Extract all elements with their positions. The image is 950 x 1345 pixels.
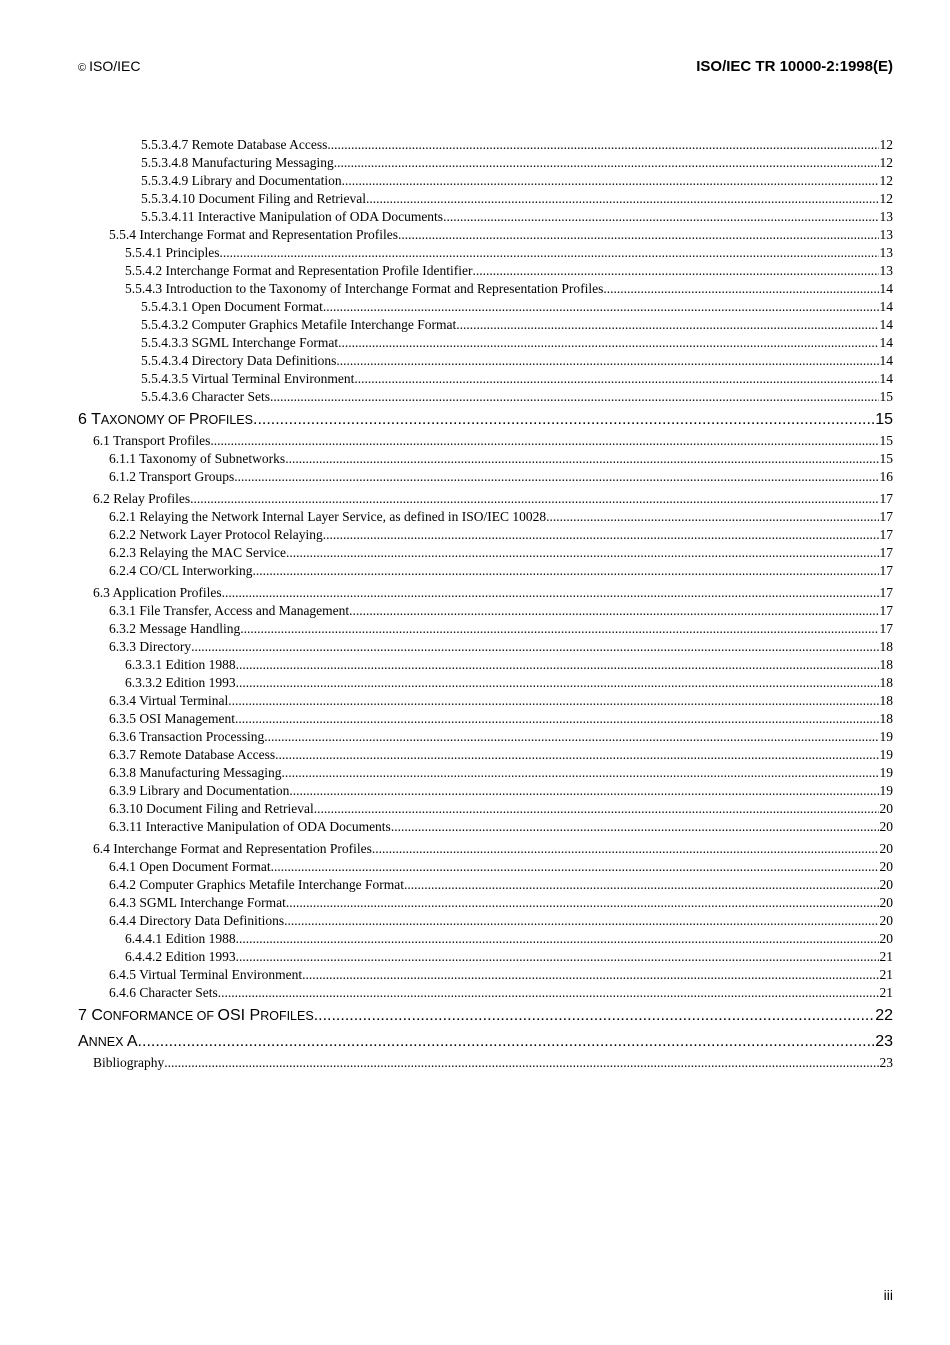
dot-leader bbox=[236, 674, 879, 692]
toc-page-number: 18 bbox=[879, 639, 893, 654]
toc-entry[interactable] bbox=[78, 858, 893, 876]
toc-entry[interactable] bbox=[78, 352, 893, 370]
toc-entry[interactable] bbox=[78, 262, 893, 280]
toc-entry[interactable] bbox=[78, 526, 893, 544]
toc-entry[interactable] bbox=[78, 818, 893, 836]
toc-entry-label: 6.3 Application Profiles bbox=[93, 585, 222, 600]
toc-entry[interactable] bbox=[78, 154, 893, 172]
toc-page-number: 20 bbox=[879, 801, 893, 816]
toc-entry-label: 6.3.5 OSI Management bbox=[109, 711, 235, 726]
dot-leader bbox=[164, 1054, 878, 1072]
toc-entry[interactable] bbox=[78, 602, 893, 620]
dot-leader bbox=[372, 840, 879, 858]
toc-page-number: 17 bbox=[879, 527, 893, 542]
toc-entry[interactable] bbox=[78, 728, 893, 746]
toc-entry-label: 6.2.2 Network Layer Protocol Relaying bbox=[109, 527, 323, 542]
chapter-number: 7 bbox=[78, 1007, 87, 1024]
dot-leader bbox=[286, 544, 879, 562]
chapter-title-smallcaps: ONFORMANCE OF bbox=[102, 1009, 218, 1023]
dot-leader bbox=[603, 280, 878, 298]
dot-leader bbox=[336, 352, 878, 370]
chapter-title-capital: T bbox=[91, 411, 101, 428]
toc-entry[interactable] bbox=[78, 388, 893, 406]
dot-leader bbox=[218, 984, 879, 1002]
dot-leader bbox=[210, 432, 878, 450]
toc-entry-label: 6.3.9 Library and Documentation bbox=[109, 783, 290, 798]
dot-leader bbox=[191, 638, 878, 656]
chapter-title-smallcaps: NNEX bbox=[88, 1035, 127, 1049]
toc-entry-label: 6.3.6 Transaction Processing bbox=[109, 729, 265, 744]
toc-entry[interactable] bbox=[78, 984, 893, 1002]
dot-leader bbox=[302, 966, 878, 984]
toc-entry[interactable] bbox=[78, 172, 893, 190]
toc-entry-label: 6.1 Transport Profiles bbox=[93, 433, 211, 448]
toc-entry-label: 6.4.4.2 Edition 1993 bbox=[125, 949, 236, 964]
toc-entry-label: 6.4.3 SGML Interchange Format bbox=[109, 895, 286, 910]
dot-leader bbox=[391, 818, 879, 836]
dot-leader bbox=[285, 450, 878, 468]
toc-entry[interactable] bbox=[78, 710, 893, 728]
toc-entry-label: 6.3.11 Interactive Manipulation of ODA Documents bbox=[109, 819, 391, 834]
copyright-symbol: © bbox=[78, 62, 87, 74]
toc-entry-label: 5.5.4.3 Introduction to the Taxonomy of Interchange Format and Representation Profiles bbox=[125, 281, 604, 296]
toc-page-number: 21 bbox=[879, 967, 893, 982]
toc-entry-label: 6.3.4 Virtual Terminal bbox=[109, 693, 229, 708]
toc-entry[interactable] bbox=[78, 280, 893, 298]
toc-entry[interactable] bbox=[78, 930, 893, 948]
toc-page-number: 22 bbox=[875, 1007, 893, 1024]
toc-entry[interactable] bbox=[78, 370, 893, 388]
toc-entry[interactable] bbox=[78, 562, 893, 580]
chapter-number: 6 bbox=[78, 411, 87, 428]
dot-leader bbox=[264, 728, 878, 746]
toc-entry-label: 6.4.6 Character Sets bbox=[109, 985, 218, 1000]
toc-page-number: 18 bbox=[879, 657, 893, 672]
dot-leader bbox=[366, 190, 879, 208]
toc-entry-label: 6.2.1 Relaying the Network Internal Layer Service, as defined in ISO/IEC 10028 bbox=[109, 509, 547, 524]
toc-page-number: 17 bbox=[879, 621, 893, 636]
toc-entry[interactable] bbox=[78, 692, 893, 710]
toc-entry-label: 6.3.3.2 Edition 1993 bbox=[125, 675, 236, 690]
toc-entry-label: 6.4.5 Virtual Terminal Environment bbox=[109, 967, 303, 982]
toc-entry-label: 5.5.3.4.11 Interactive Manipulation of ODA Documents bbox=[141, 209, 444, 224]
toc-page-number: 12 bbox=[879, 191, 893, 206]
toc-page-number: 19 bbox=[879, 747, 893, 762]
toc-entry-label: 6.2 Relay Profiles bbox=[93, 491, 191, 506]
toc-entry-label: 6.4 Interchange Format and Representation Profiles bbox=[93, 841, 372, 856]
toc-page-number: 14 bbox=[879, 371, 893, 386]
dot-leader bbox=[473, 262, 879, 280]
toc-page-number: 21 bbox=[879, 985, 893, 1000]
toc-page-number: 13 bbox=[879, 209, 893, 224]
toc-page-number: 17 bbox=[879, 585, 893, 600]
toc-page-number: 23 bbox=[875, 1033, 893, 1050]
toc-entry[interactable] bbox=[78, 1054, 893, 1072]
toc-entry-label bbox=[78, 1003, 314, 1028]
toc-page-number: 20 bbox=[879, 819, 893, 834]
toc-entry[interactable] bbox=[78, 136, 893, 154]
toc-entry-label: 5.5.4.3.6 Character Sets bbox=[141, 389, 270, 404]
toc-page-number: 17 bbox=[879, 563, 893, 578]
toc-page-number: 16 bbox=[879, 469, 893, 484]
toc-entry[interactable] bbox=[78, 544, 893, 562]
toc-page-number: 20 bbox=[879, 931, 893, 946]
toc-page-number: 21 bbox=[879, 949, 893, 964]
toc-entry-label: 5.5.4.3.4 Directory Data Definitions bbox=[141, 353, 337, 368]
toc-entry-label: 5.5.4.3.5 Virtual Terminal Environment bbox=[141, 371, 355, 386]
toc-page-number: 15 bbox=[879, 433, 893, 448]
toc-entry-label: 6.3.2 Message Handling bbox=[109, 621, 241, 636]
toc-entry[interactable] bbox=[78, 948, 893, 966]
toc-chapter-entry[interactable] bbox=[78, 407, 893, 432]
dot-leader bbox=[234, 468, 878, 486]
dot-leader bbox=[235, 710, 879, 728]
toc-entry-label: 6.4.1 Open Document Format bbox=[109, 859, 271, 874]
toc-entry-label: 6.3.10 Document Filing and Retrieval bbox=[109, 801, 314, 816]
dot-leader bbox=[404, 876, 878, 894]
table-of-contents bbox=[78, 136, 893, 1072]
toc-entry[interactable] bbox=[78, 638, 893, 656]
dot-leader bbox=[546, 508, 878, 526]
toc-page-number: 19 bbox=[879, 783, 893, 798]
toc-page-number: 20 bbox=[879, 859, 893, 874]
dot-leader bbox=[222, 584, 879, 602]
toc-page-number: 18 bbox=[879, 711, 893, 726]
toc-entry[interactable] bbox=[78, 764, 893, 782]
dot-leader bbox=[252, 562, 878, 580]
toc-entry-label: 5.5.4.2 Interchange Format and Representation Profile Identifier bbox=[125, 263, 473, 278]
toc-entry[interactable] bbox=[78, 584, 893, 602]
toc-entry-label: 6.1.2 Transport Groups bbox=[109, 469, 235, 484]
dot-leader bbox=[334, 154, 879, 172]
toc-page-number: 17 bbox=[879, 545, 893, 560]
toc-entry[interactable] bbox=[78, 226, 893, 244]
dot-leader bbox=[220, 244, 879, 262]
chapter-title-capital: A bbox=[78, 1033, 89, 1050]
dot-leader bbox=[281, 764, 878, 782]
toc-page-number: 19 bbox=[879, 729, 893, 744]
toc-entry-label: 5.5.4.3.1 Open Document Format bbox=[141, 299, 323, 314]
dot-leader bbox=[314, 800, 879, 818]
toc-page-number: 15 bbox=[879, 451, 893, 466]
toc-page-number: 12 bbox=[879, 137, 893, 152]
dot-leader bbox=[236, 948, 879, 966]
toc-entry-label: 5.5.3.4.7 Remote Database Access bbox=[141, 137, 328, 152]
toc-entry[interactable] bbox=[78, 894, 893, 912]
toc-entry-label: 6.3.7 Remote Database Access bbox=[109, 747, 276, 762]
chapter-title-capital: C bbox=[91, 1007, 103, 1024]
toc-page-number: 12 bbox=[879, 155, 893, 170]
toc-page-number: 13 bbox=[879, 263, 893, 278]
toc-entry[interactable] bbox=[78, 334, 893, 352]
toc-page-number: 20 bbox=[879, 877, 893, 892]
toc-page-number: 23 bbox=[879, 1055, 893, 1070]
dot-leader bbox=[289, 782, 878, 800]
toc-entry-label bbox=[78, 1029, 138, 1054]
dot-leader bbox=[240, 620, 878, 638]
toc-page-number: 20 bbox=[879, 841, 893, 856]
chapter-title-capital: OSI P bbox=[217, 1007, 261, 1024]
toc-entry-label: 6.3.1 File Transfer, Access and Management bbox=[109, 603, 350, 618]
dot-leader bbox=[270, 388, 879, 406]
toc-page-number: 13 bbox=[879, 245, 893, 260]
toc-entry[interactable] bbox=[78, 966, 893, 984]
toc-entry[interactable] bbox=[78, 840, 893, 858]
dot-leader bbox=[323, 298, 879, 316]
chapter-title-smallcaps: ROFILES bbox=[199, 413, 253, 427]
toc-page-number: 13 bbox=[879, 227, 893, 242]
dot-leader bbox=[284, 912, 878, 930]
toc-entry-label: 6.1.1 Taxonomy of Subnetworks bbox=[109, 451, 286, 466]
toc-entry-label: 5.5.4.3.2 Computer Graphics Metafile Interchange Format bbox=[141, 317, 457, 332]
toc-entry-label: 6.3.8 Manufacturing Messaging bbox=[109, 765, 282, 780]
dot-leader bbox=[456, 316, 878, 334]
toc-chapter-entry[interactable] bbox=[78, 1029, 893, 1054]
toc-page-number: 14 bbox=[879, 281, 893, 296]
dot-leader bbox=[327, 136, 878, 154]
dot-leader bbox=[253, 407, 874, 432]
dot-leader bbox=[271, 858, 879, 876]
page-number: iii bbox=[883, 1287, 893, 1303]
toc-page-number: 19 bbox=[879, 765, 893, 780]
dot-leader bbox=[314, 1003, 875, 1028]
toc-page-number: 20 bbox=[879, 895, 893, 910]
toc-entry-label: 6.4.4 Directory Data Definitions bbox=[109, 913, 285, 928]
chapter-title-capital: A bbox=[126, 1033, 138, 1050]
toc-page-number: 15 bbox=[875, 411, 893, 428]
toc-entry[interactable] bbox=[78, 746, 893, 764]
dot-leader bbox=[228, 692, 878, 710]
toc-entry-label: 6.4.2 Computer Graphics Metafile Interchange Format bbox=[109, 877, 405, 892]
toc-entry-label: 6.4.4.1 Edition 1988 bbox=[125, 931, 236, 946]
toc-entry-label: 6.3.3 Directory bbox=[109, 639, 192, 654]
toc-entry-label: 6.3.3.1 Edition 1988 bbox=[125, 657, 236, 672]
chapter-title-smallcaps: ROFILES bbox=[260, 1009, 314, 1023]
header-left bbox=[78, 58, 140, 74]
toc-entry[interactable] bbox=[78, 208, 893, 226]
dot-leader bbox=[354, 370, 878, 388]
dot-leader bbox=[342, 172, 879, 190]
toc-page-number: 17 bbox=[879, 491, 893, 506]
toc-page-number: 18 bbox=[879, 675, 893, 690]
dot-leader bbox=[338, 334, 878, 352]
document-id: ISO/IEC TR 10000-2:1998(E) bbox=[696, 58, 893, 75]
dot-leader bbox=[349, 602, 878, 620]
header-org: ISO/IEC bbox=[89, 58, 141, 74]
toc-entry[interactable] bbox=[78, 244, 893, 262]
toc-entry-label: Bibliography bbox=[93, 1055, 165, 1070]
dot-leader bbox=[398, 226, 878, 244]
toc-entry[interactable] bbox=[78, 468, 893, 486]
toc-page-number: 14 bbox=[879, 317, 893, 332]
toc-entry[interactable] bbox=[78, 620, 893, 638]
dot-leader bbox=[190, 490, 878, 508]
dot-leader bbox=[323, 526, 879, 544]
toc-chapter-entry[interactable] bbox=[78, 1003, 893, 1028]
toc-entry[interactable] bbox=[78, 298, 893, 316]
toc-entry-label bbox=[78, 407, 253, 432]
dot-leader bbox=[286, 894, 879, 912]
toc-entry[interactable] bbox=[78, 800, 893, 818]
toc-entry-label: 5.5.3.4.8 Manufacturing Messaging bbox=[141, 155, 334, 170]
toc-entry[interactable] bbox=[78, 432, 893, 450]
toc-page-number: 17 bbox=[879, 509, 893, 524]
dot-leader bbox=[236, 656, 879, 674]
toc-entry[interactable] bbox=[78, 782, 893, 800]
toc-entry-label: 5.5.3.4.9 Library and Documentation bbox=[141, 173, 342, 188]
toc-entry[interactable] bbox=[78, 876, 893, 894]
toc-page-number: 15 bbox=[879, 389, 893, 404]
toc-entry[interactable] bbox=[78, 490, 893, 508]
toc-entry[interactable] bbox=[78, 508, 893, 526]
toc-entry[interactable] bbox=[78, 450, 893, 468]
toc-entry-label: 5.5.3.4.10 Document Filing and Retrieval bbox=[141, 191, 366, 206]
chapter-title-capital: P bbox=[188, 411, 200, 428]
toc-page-number: 14 bbox=[879, 335, 893, 350]
toc-page-number: 12 bbox=[879, 173, 893, 188]
dot-leader bbox=[443, 208, 878, 226]
toc-page-number: 14 bbox=[879, 299, 893, 314]
dot-leader bbox=[138, 1029, 875, 1054]
dot-leader bbox=[275, 746, 878, 764]
toc-page-number: 18 bbox=[879, 693, 893, 708]
toc-entry-label: 6.2.3 Relaying the MAC Service bbox=[109, 545, 286, 560]
toc-page-number: 17 bbox=[879, 603, 893, 618]
toc-entry-label: 5.5.4.3.3 SGML Interchange Format bbox=[141, 335, 339, 350]
toc-entry[interactable] bbox=[78, 656, 893, 674]
toc-page-number: 14 bbox=[879, 353, 893, 368]
toc-entry-label: 6.2.4 CO/CL Interworking bbox=[109, 563, 253, 578]
toc-entry-label: 5.5.4 Interchange Format and Representation Profiles bbox=[109, 227, 399, 242]
toc-entry[interactable] bbox=[78, 674, 893, 692]
dot-leader bbox=[236, 930, 879, 948]
toc-page-number: 20 bbox=[879, 913, 893, 928]
toc-entry-label: 5.5.4.1 Principles bbox=[125, 245, 220, 260]
toc-entry[interactable] bbox=[78, 316, 893, 334]
toc-entry[interactable] bbox=[78, 190, 893, 208]
toc-entry[interactable] bbox=[78, 912, 893, 930]
chapter-title-smallcaps: AXONOMY OF bbox=[100, 413, 189, 427]
